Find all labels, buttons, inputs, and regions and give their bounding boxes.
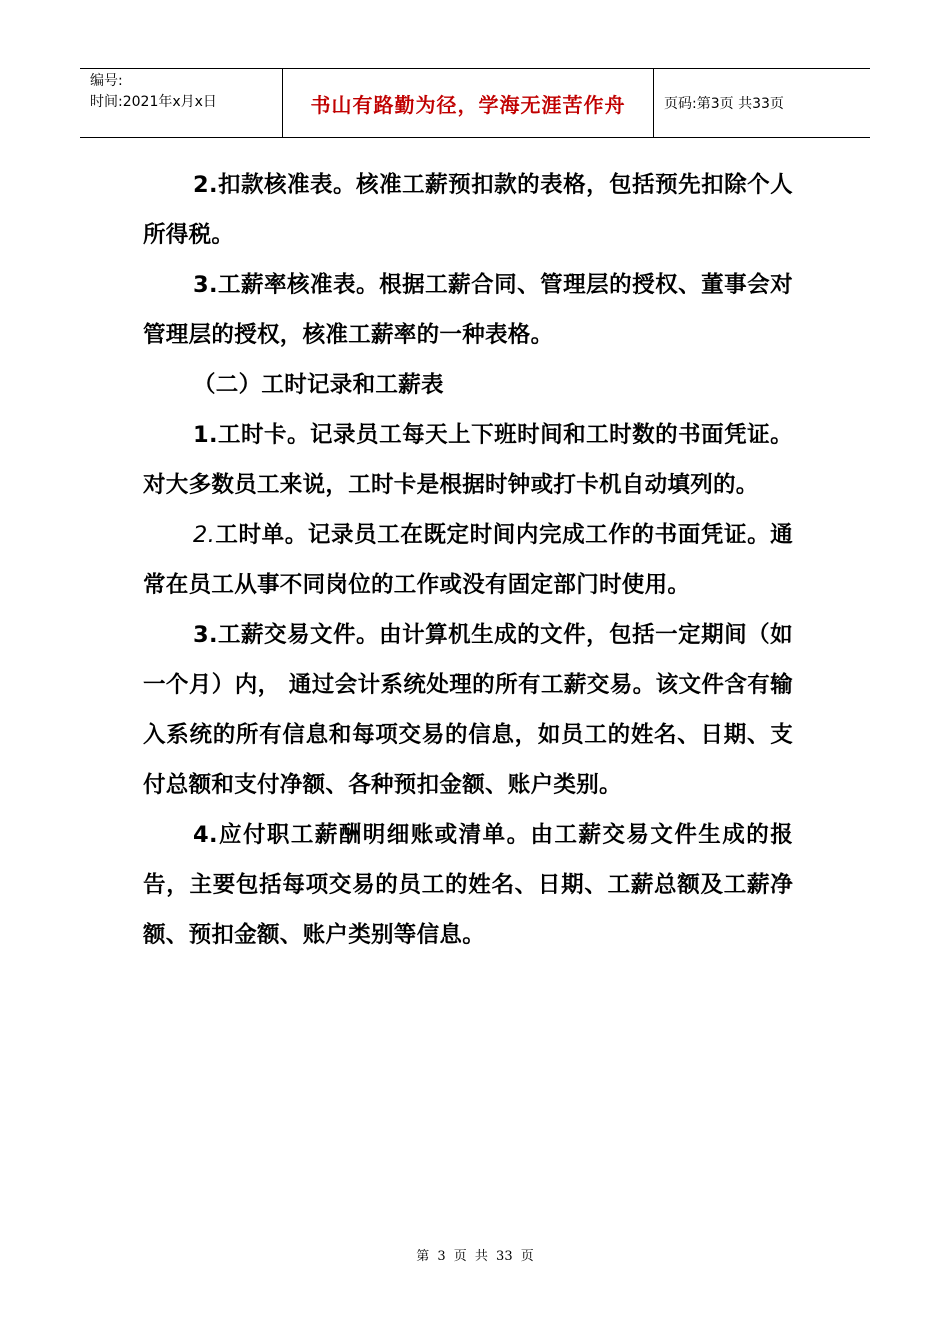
header-meta <box>80 69 282 137</box>
header-page-info: 页码:第3页 共33页 <box>664 96 784 112</box>
header-number-label: 编号: <box>90 73 123 89</box>
header-motto: 书山有路勤为径，学海无涯苦作舟 <box>282 69 654 137</box>
paragraph-payroll-ledger <box>143 810 793 960</box>
item-number: 2. <box>193 172 218 198</box>
paragraph-text: 扣款核准表。核准工薪预扣款的表格，包括预先扣除个人所得税。 <box>143 172 793 248</box>
item-number: 2. <box>193 522 216 548</box>
paragraph-time-card <box>143 410 793 510</box>
item-number: 1. <box>193 422 218 448</box>
paragraph-wage-rate-form <box>143 260 793 360</box>
paragraph-text: 工薪交易文件。由计算机生成的文件，包括一定期间（如一个月）内， 通过会计系统处理的所有工薪交易。该文件含有输入系统的所有信息和每项交易的信息，如员工的姓名、日期、支付总额和支付净额、各种预扣金额、账户类别。 <box>143 622 793 798</box>
item-number: 4. <box>193 822 218 848</box>
page-footer: 第 3 页 共 33 页 <box>416 1249 534 1264</box>
document-body <box>143 160 793 960</box>
paragraph-text: 工时卡。记录员工每天上下班时间和工时数的书面凭证。对大多数员工来说，工时卡是根据时钟或打卡机自动填列的。 <box>143 422 793 498</box>
paragraph-text: 应付职工薪酬明细账或清单。由工薪交易文件生成的报告，主要包括每项交易的员工的姓名、日期、工薪总额及工薪净额、预扣金额、账户类别等信息。 <box>143 822 793 948</box>
item-number: 3. <box>193 622 218 648</box>
item-number: 3. <box>193 272 218 298</box>
section-heading <box>143 360 793 410</box>
paragraph-time-sheet <box>143 510 793 610</box>
section-heading-text: （二）工时记录和工薪表 <box>193 372 444 398</box>
paragraph-payroll-file <box>143 610 793 810</box>
header-time-label: 时间:2021年x月x日 <box>90 94 217 110</box>
paragraph-text: 工时单。记录员工在既定时间内完成工作的书面凭证。通常在员工从事不同岗位的工作或没有固定部门时使用。 <box>143 522 793 598</box>
paragraph-text: 工薪率核准表。根据工薪合同、管理层的授权、董事会对管理层的授权，核准工薪率的一种表格。 <box>143 272 793 348</box>
paragraph-deduction-form <box>143 160 793 260</box>
page-header <box>80 68 870 138</box>
